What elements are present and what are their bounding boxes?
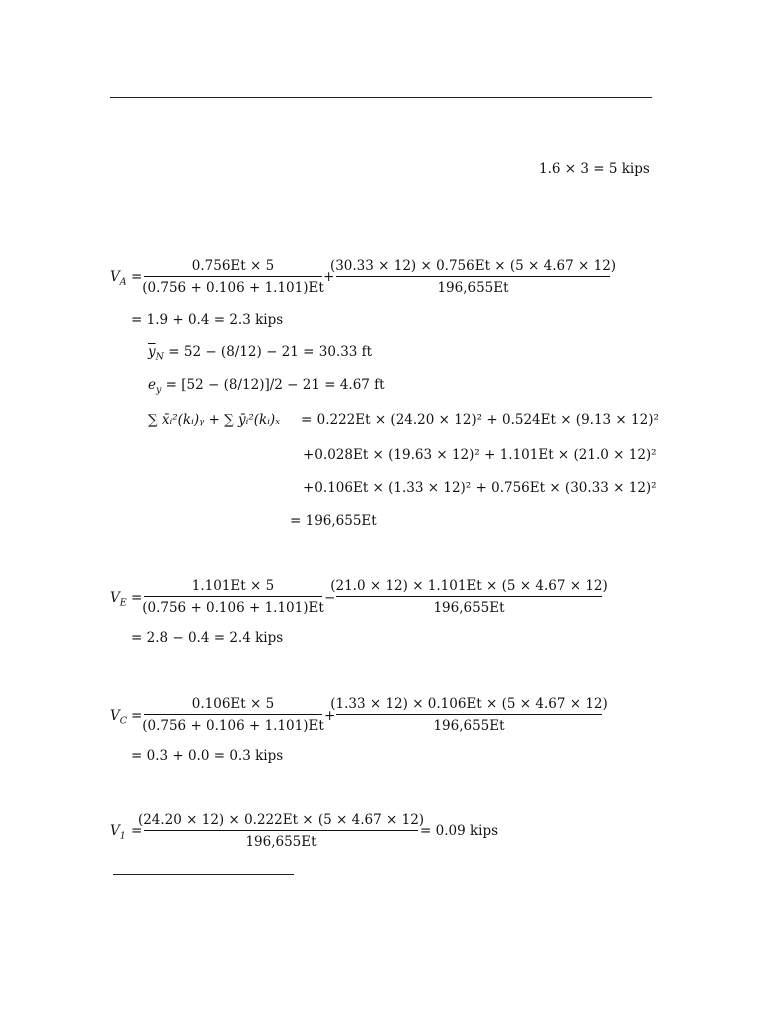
va-frac2-num: (30.33 × 12) × 0.756Et × (5 × 4.67 × 12)	[329, 258, 617, 274]
ve-frac1-num: 1.101Et × 5	[191, 578, 275, 594]
va-lhs: $V_A$	[110, 269, 127, 288]
v1-frac-den: 196,655Et	[245, 834, 317, 850]
sum-line-3: +0.106Et × (1.33 × 12)² + 0.756Et × (30.33 × 12)²	[303, 480, 657, 496]
ve-frac2-num: (21.0 × 12) × 1.101Et × (5 × 4.67 × 12)	[330, 578, 608, 594]
ve-result: = 2.8 − 0.4 = 2.4 kips	[131, 630, 284, 646]
ve-fraction-2	[330, 578, 608, 616]
va-equals: =	[131, 269, 143, 285]
va-frac1-num: 0.756Et × 5	[191, 258, 275, 274]
sum-line-1: = 0.222Et × (24.20 × 12)² + 0.524Et × (9.13 × 12)²	[301, 412, 659, 428]
vc-frac1-den: (0.756 + 0.106 + 1.101)Et	[142, 718, 324, 734]
va-result: = 1.9 + 0.4 = 2.3 kips	[131, 312, 284, 328]
v1-frac-num: (24.20 × 12) × 0.222Et × (5 × 4.67 × 12)	[137, 812, 425, 828]
vc-fraction-1	[144, 696, 322, 734]
va-fraction-2	[329, 258, 617, 296]
vc-operator: +	[324, 708, 336, 724]
vc-frac2-num: (1.33 × 12) × 0.106Et × (5 × 4.67 × 12)	[330, 696, 608, 712]
sum-line-2: +0.028Et × (19.63 × 12)² + 1.101Et × (21.0 × 12)²	[303, 447, 657, 463]
yn-def: $\overline{y}_N = 52 - (8/12) - 21 = 30.33$ ft	[148, 344, 373, 363]
footnote-rule	[113, 874, 294, 875]
vc-frac1-num: 0.106Et × 5	[191, 696, 275, 712]
header-rule	[110, 97, 652, 98]
vc-equals: =	[131, 708, 143, 724]
ve-fraction-1	[144, 578, 322, 616]
va-operator: +	[323, 269, 335, 285]
ve-operator: −	[324, 590, 336, 606]
v1-fraction	[137, 812, 425, 850]
ve-lhs: $V_E$	[110, 590, 127, 609]
ve-frac2-den: 196,655Et	[433, 600, 505, 616]
sum-line-4: = 196,655Et	[290, 513, 377, 529]
v1-lhs: $V_1$	[110, 823, 126, 842]
va-fraction-1	[144, 258, 322, 296]
ve-equals: =	[131, 590, 143, 606]
vc-fraction-2	[330, 696, 608, 734]
v1-equals: =	[131, 823, 143, 839]
vc-lhs: $V_C$	[110, 708, 128, 727]
ey-def: $e_y = [52 - (8/12)]/2 - 21 = 4.67$ ft	[148, 377, 385, 396]
vc-result: = 0.3 + 0.0 = 0.3 kips	[131, 748, 284, 764]
vc-frac2-den: 196,655Et	[433, 718, 505, 734]
va-frac2-den: 196,655Et	[437, 280, 509, 296]
load-line: 1.6 × 3 = 5 kips	[539, 161, 650, 177]
sum-lhs: ∑ x̄ᵢ²(kᵢ)ᵧ + ∑ ȳᵢ²(kᵢ)ₓ	[148, 412, 280, 428]
v1-result: = 0.09 kips	[420, 823, 499, 839]
ve-frac1-den: (0.756 + 0.106 + 1.101)Et	[142, 600, 324, 616]
va-frac1-den: (0.756 + 0.106 + 1.101)Et	[142, 280, 324, 296]
